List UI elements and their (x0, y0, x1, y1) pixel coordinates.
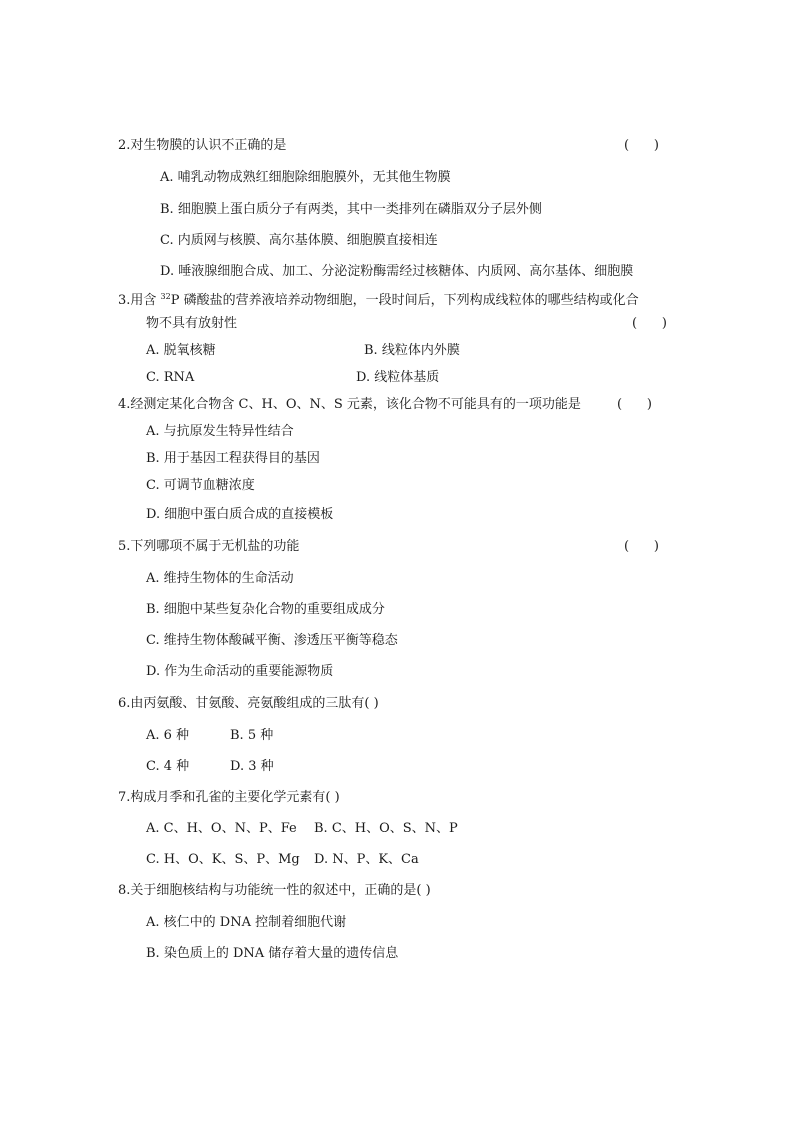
question-8-stem: 8.关于细胞核结构与功能统一性的叙述中，正确的是( ) (118, 883, 431, 898)
question-3-answer-paren: ( ) (632, 316, 667, 331)
question-6-option-c: C. 4 种 (146, 759, 190, 774)
question-3-stem-suffix: P 磷酸盐的营养液培养动物细胞，一段时间后，下列构成线粒体的哪些结构或化合 (170, 293, 639, 308)
question-5-stem: 5.下列哪项不属于无机盐的功能 (118, 539, 300, 554)
question-2-stem: 2.对生物膜的认识不正确的是 (118, 138, 287, 153)
question-2-option-b: B. 细胞膜上蛋白质分子有两类，其中一类排列在磷脂双分子层外侧 (160, 202, 542, 217)
question-6-option-a: A. 6 种 (146, 728, 190, 743)
question-5-option-d: D. 作为生命活动的重要能源物质 (146, 664, 334, 679)
question-2-option-d: D. 唾液腺细胞合成、加工、分泌淀粉酶需经过核糖体、内质网、高尔基体、细胞膜 (160, 264, 634, 279)
question-3-option-a: A. 脱氧核糖 (146, 343, 216, 358)
question-6-option-b: B. 5 种 (230, 728, 274, 743)
question-3-option-b: B. 线粒体内外膜 (364, 343, 460, 358)
question-7-option-d: D. N、P、K、Ca (314, 852, 419, 867)
question-4-option-d: D. 细胞中蛋白质合成的直接模板 (146, 507, 334, 522)
question-4-answer-paren: ( ) (617, 397, 652, 412)
question-3-option-d: D. 线粒体基质 (356, 370, 440, 385)
question-7-option-a: A. C、H、O、N、P、Fe (146, 821, 297, 836)
question-4-option-b: B. 用于基因工程获得目的基因 (146, 451, 320, 466)
question-3-stem-line2: 物不具有放射性 (146, 316, 238, 331)
question-5-option-a: A. 维持生物体的生命活动 (146, 571, 294, 586)
question-5-answer-paren: ( ) (624, 539, 659, 554)
question-7-option-c: C. H、O、K、S、P、Mg (146, 852, 300, 867)
question-7-option-b: B. C、H、O、S、N、P (314, 821, 458, 836)
question-5-option-c: C. 维持生物体酸碱平衡、渗透压平衡等稳态 (146, 633, 398, 648)
question-8-option-b: B. 染色质上的 DNA 储存着大量的遗传信息 (146, 946, 399, 961)
question-2-option-a: A. 哺乳动物成熟红细胞除细胞膜外，无其他生物膜 (160, 170, 451, 185)
question-2-answer-paren: ( ) (624, 138, 659, 153)
question-5-option-b: B. 细胞中某些复杂化合物的重要组成成分 (146, 602, 385, 617)
question-3-option-c: C. RNA (146, 370, 195, 385)
question-6-stem: 6.由丙氨酸、甘氨酸、亮氨酸组成的三肽有( ) (118, 696, 379, 711)
question-8-option-a: A. 核仁中的 DNA 控制着细胞代谢 (146, 915, 347, 930)
question-4-option-c: C. 可调节血糖浓度 (146, 478, 255, 493)
question-3-stem (118, 289, 639, 309)
question-6-option-d: D. 3 种 (230, 759, 274, 774)
question-3-stem-prefix: 3.用含 (118, 293, 161, 308)
isotope-superscript: 32 (160, 292, 171, 301)
question-7-stem: 7.构成月季和孔雀的主要化学元素有( ) (118, 790, 340, 805)
question-2-option-c: C. 内质网与核膜、高尔基体膜、细胞膜直接相连 (160, 233, 438, 248)
question-4-option-a: A. 与抗原发生特异性结合 (146, 424, 294, 439)
question-4-stem: 4.经测定某化合物含 C、H、O、N、S 元素，该化合物不可能具有的一项功能是 (118, 397, 581, 412)
